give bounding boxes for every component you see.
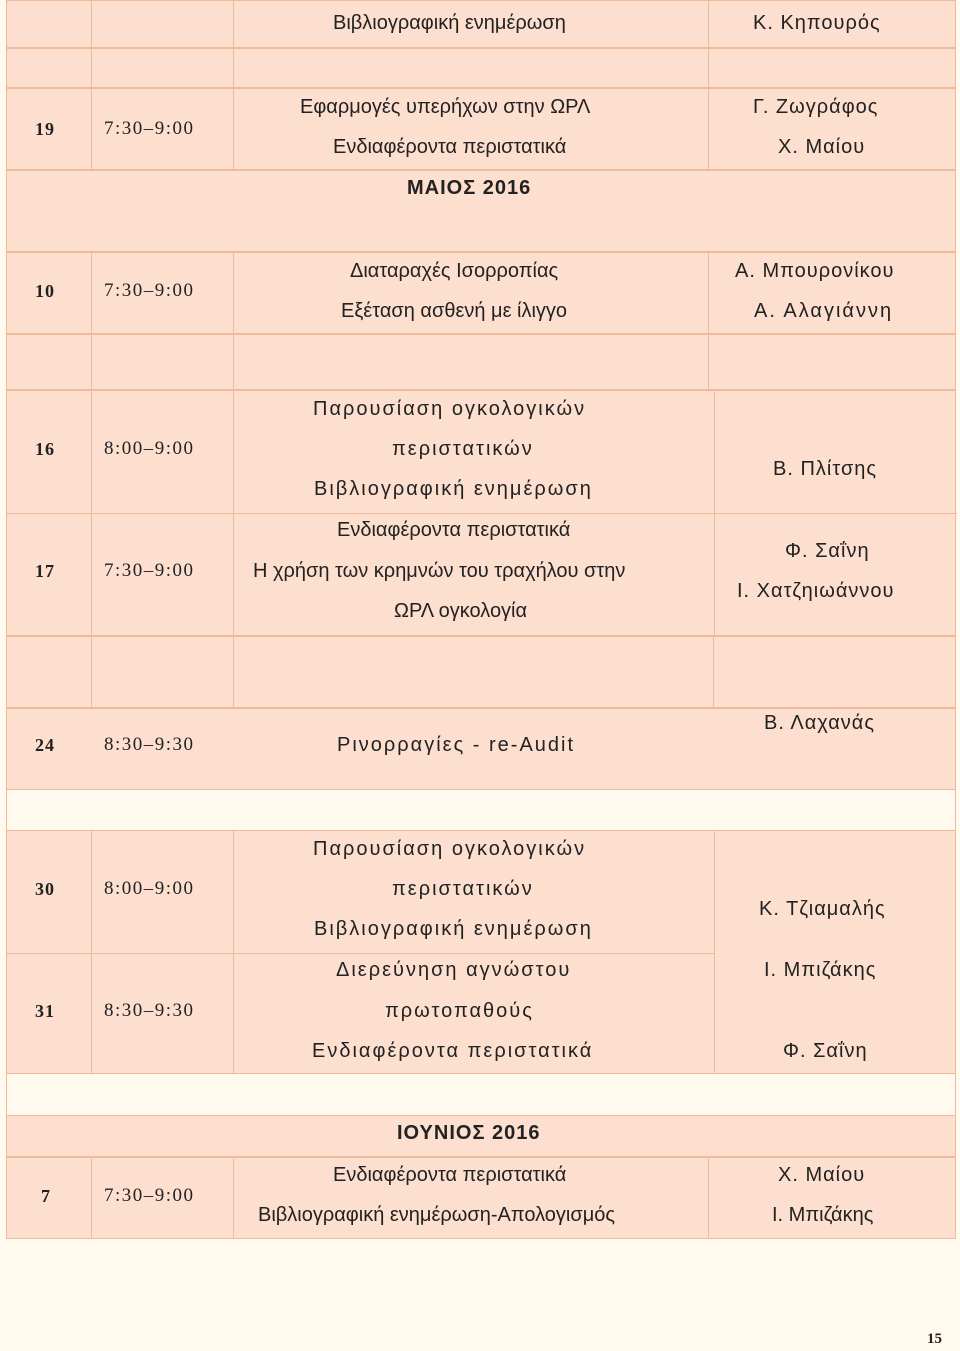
speaker: Χ. Μαίου	[778, 1164, 866, 1186]
topic: πρωτοπαθούς	[385, 1000, 534, 1022]
empty-row	[6, 334, 956, 390]
topic: Διερεύνηση αγνώστου	[336, 959, 572, 981]
empty-band	[6, 1074, 956, 1115]
topic: Ενδιαφέροντα περιστατικά	[337, 519, 571, 541]
time: 7:30–9:00	[104, 118, 195, 139]
empty-row	[6, 636, 956, 708]
time: 8:30–9:30	[104, 1000, 195, 1021]
speaker: Γ. Ζωγράφος	[753, 96, 879, 118]
time: 8:00–9:00	[104, 438, 195, 459]
table-row	[6, 1157, 956, 1239]
month-heading: ΙΟΥΝΙΟΣ 2016	[397, 1122, 541, 1144]
speaker: Κ. Κηπουρός	[753, 12, 881, 34]
table-group	[6, 830, 956, 1074]
time: 7:30–9:00	[104, 280, 195, 301]
table-row	[6, 252, 956, 334]
speaker: Κ. Τζιαμαλής	[759, 898, 886, 920]
table-row	[6, 88, 956, 170]
topic: Παρουσίαση ογκολογικών	[313, 838, 587, 860]
topic: Εφαρμογές υπερήχων στην ΩΡΛ	[300, 96, 591, 118]
topic: Η χρήση των κρημνών του τραχήλου στην	[253, 560, 626, 582]
speaker: Φ. Σαΐνη	[785, 540, 870, 562]
day: 16	[35, 439, 55, 459]
speaker: Ι. Χατζηιωάννου	[737, 580, 895, 602]
topic: Ενδιαφέροντα περιστατικά	[312, 1040, 594, 1062]
topic: Παρουσίαση ογκολογικών	[313, 398, 587, 420]
day: 19	[35, 119, 55, 139]
topic: Εξέταση ασθενή με ίλιγγο	[341, 300, 568, 322]
day: 24	[35, 735, 55, 755]
speaker: Β. Πλίτσης	[773, 458, 878, 480]
time: 7:30–9:00	[104, 1185, 195, 1206]
speaker: Ι. Μπιζάκης	[764, 959, 877, 981]
table-row	[6, 0, 956, 48]
day: 17	[35, 561, 55, 581]
day: 30	[35, 879, 55, 899]
speaker: Β. Λαχανάς	[764, 712, 875, 734]
day: 7	[41, 1186, 51, 1206]
topic: Ενδιαφέροντα περιστατικά	[333, 136, 567, 158]
topic: ΩΡΛ ογκολογία	[394, 600, 528, 622]
empty-row	[6, 48, 956, 88]
day: 31	[35, 1001, 55, 1021]
time: 8:00–9:00	[104, 878, 195, 899]
time: 7:30–9:00	[104, 560, 195, 581]
topic: Βιβλιογραφική ενημέρωση	[333, 12, 566, 34]
speaker: Φ. Σαΐνη	[783, 1040, 868, 1062]
table-row	[6, 708, 956, 790]
month-heading: ΜΑΙΟΣ 2016	[407, 177, 532, 199]
empty-band	[6, 790, 956, 831]
month-row	[6, 1115, 956, 1157]
speaker: Χ. Μαίου	[778, 136, 866, 158]
topic: Ενδιαφέροντα περιστατικά	[333, 1164, 567, 1186]
topic: περιστατικών	[392, 878, 534, 900]
topic: Βιβλιογραφική ενημέρωση	[314, 478, 593, 500]
topic: Βιβλιογραφική ενημέρωση	[314, 918, 593, 940]
month-row	[6, 170, 956, 252]
topic: Ρινορραγίες - re-Audit	[337, 734, 576, 756]
day: 10	[35, 281, 55, 301]
page-number: 15	[927, 1331, 942, 1347]
topic: Βιβλιογραφική ενημέρωση-Απολογισμός	[258, 1204, 615, 1226]
time: 8:30–9:30	[104, 734, 195, 755]
speaker: Α. Αλαγιάννη	[754, 300, 894, 322]
topic: Διαταραχές Ισορροπίας	[350, 260, 559, 282]
topic: περιστατικών	[392, 438, 534, 460]
speaker: Α. Μπουρονίκου	[735, 260, 895, 282]
table-group	[6, 390, 956, 636]
speaker: Ι. Μπιζάκης	[772, 1204, 874, 1226]
